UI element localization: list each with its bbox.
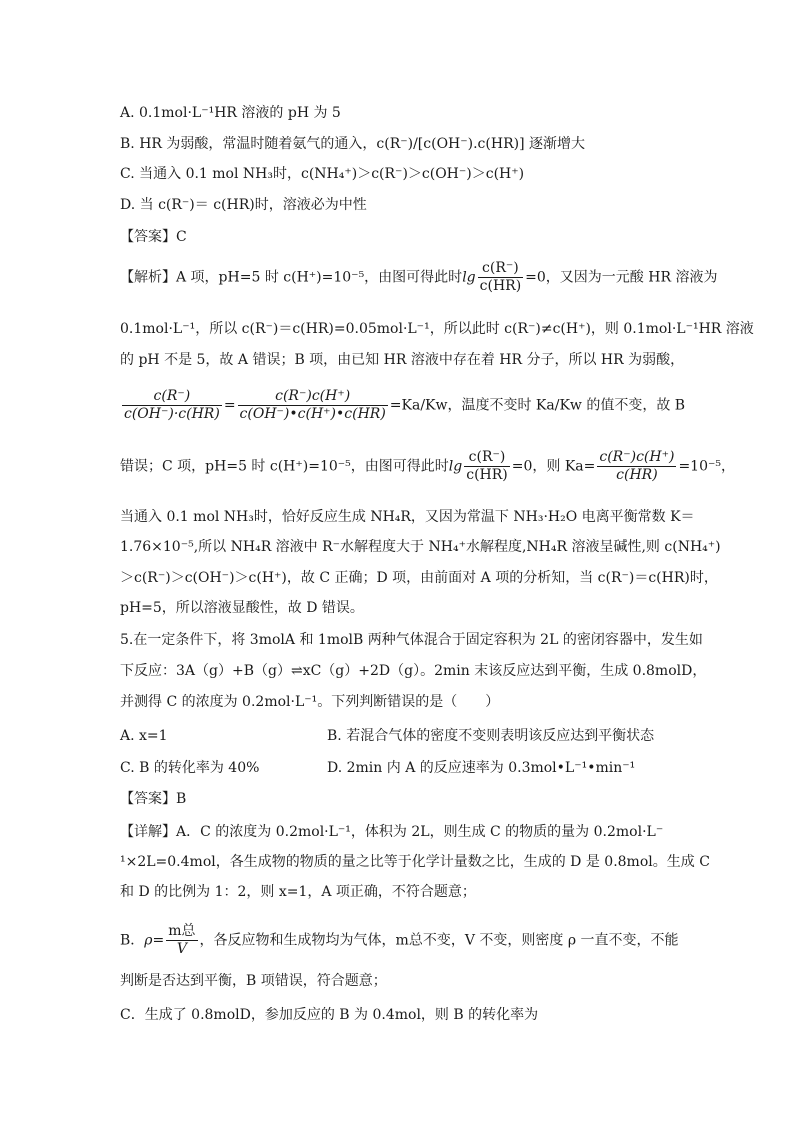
rho-symbol: ρ= bbox=[144, 932, 165, 949]
q5-stem-1: 5.在一定条件下，将 3molA 和 1molB 两种气体混合于固定容积为 2L 的密闭容器中，发生如 bbox=[120, 632, 703, 648]
analysis-text: =0，则 Ka= bbox=[511, 458, 596, 475]
q5-answer: 【答案】B bbox=[120, 791, 187, 807]
q5-stem-2: 下反应：3A（g）+B（g）⇌xC（g）+2D（g）。2min 末该反应达到平衡，生成 0.8molD， bbox=[120, 663, 707, 679]
fraction-denominator: c(HR) bbox=[616, 467, 658, 483]
q4-analysis-line-1 bbox=[120, 260, 717, 295]
fraction-2 bbox=[238, 388, 388, 423]
analysis-text: =Ka/Kw，温度不变时 Ka/Kw 的值不变，故 B bbox=[389, 397, 686, 414]
q4-option-c: C. 当通入 0.1 mol NH₃时，c(NH₄⁺)＞c(R⁻)＞c(OH⁻)＞c(H⁺) bbox=[120, 166, 525, 182]
fraction-numerator: c(R⁻) bbox=[464, 449, 510, 467]
density-fraction bbox=[166, 923, 197, 958]
ratio-fraction bbox=[464, 449, 510, 484]
q4-analysis-line-2: 0.1mol·L⁻¹，所以 c(R⁻)＝c(HR)=0.05mol·L⁻¹，所以此时 c(R⁻)≠c(H⁺)，则 0.1mol·L⁻¹HR 溶液 bbox=[120, 321, 754, 337]
q4-analysis-line-6: 当通入 0.1 mol NH₃时，恰好反应生成 NH₄R，又因为常温下 NH₃·H₂O 电离平衡常数 K＝ bbox=[120, 509, 695, 525]
q4-analysis-line-9: pH=5，所以溶液显酸性，故 D 错误。 bbox=[120, 600, 364, 616]
q4-analysis-line-7: 1.76×10⁻⁵,所以 NH₄R 溶液中 R⁻水解程度大于 NH₄⁺水解程度,NH₄R 溶液呈碱性,则 c(NH₄⁺) bbox=[120, 539, 721, 555]
ratio-fraction bbox=[478, 260, 524, 295]
q4-answer: 【答案】C bbox=[120, 229, 187, 245]
q5-option-row-1 bbox=[120, 726, 168, 746]
analysis-text: 错误；C 项，pH=5 时 c(H⁺)=10⁻⁵，由图可得此时 bbox=[120, 458, 449, 475]
q4-option-d: D. 当 c(R⁻)＝ c(HR)时，溶液必为中性 bbox=[120, 197, 367, 213]
q4-option-a: A. 0.1mol·L⁻¹HR 溶液的 pH 为 5 bbox=[120, 105, 341, 121]
analysis-text: =0，又因为一元酸 HR 溶液为 bbox=[525, 269, 718, 286]
q5-detail-4 bbox=[120, 923, 679, 958]
fraction-denominator: V bbox=[176, 941, 187, 957]
q5-option-c: C. B 的转化率为 40% bbox=[120, 760, 260, 776]
analysis-text: 【解析】A 项，pH=5 时 c(H⁺)=10⁻⁵，由图可得此时 bbox=[120, 269, 463, 286]
fraction-1 bbox=[122, 388, 222, 423]
q5-stem-3: 并测得 C 的浓度为 0.2mol·L⁻¹。下列判断错误的是（ ） bbox=[120, 694, 500, 710]
fraction-denominator: c(HR) bbox=[479, 278, 522, 294]
q4-analysis-line-4 bbox=[120, 388, 685, 423]
q5-detail-6: C．生成了 0.8molD，参加反应的 B 为 0.4mol，则 B 的转化率为 bbox=[120, 1007, 539, 1023]
q4-option-b: B. HR 为弱酸，常温时随着氨气的通入，c(R⁻)/[c(OH⁻).c(HR)] 逐渐增大 bbox=[120, 136, 585, 152]
ka-fraction bbox=[597, 449, 676, 484]
q4-analysis-line-3: 的 pH 不是 5，故 A 错误；B 项，由已知 HR 溶液中存在着 HR 分子，所以 HR 为弱酸， bbox=[120, 352, 685, 368]
fraction-numerator: c(R⁻) bbox=[122, 388, 222, 406]
analysis-text: =10⁻⁵， bbox=[678, 458, 735, 475]
fraction-numerator: c(R⁻) bbox=[478, 260, 524, 278]
q5-detail-3: 和 D 的比例为 1：2，则 x=1，A 项正确，不符合题意； bbox=[120, 884, 476, 900]
q5-detail-1: 【详解】A．C 的浓度为 0.2mol·L⁻¹，体积为 2L，则生成 C 的物质的量为 0.2mol·L⁻ bbox=[120, 824, 664, 840]
fraction-numerator: c(R⁻)c(H⁺) bbox=[599, 449, 675, 465]
fraction-numerator: c(R⁻)c(H⁺) bbox=[238, 388, 388, 406]
fraction-denominator: c(OH⁻)•c(H⁺)•c(HR) bbox=[239, 406, 386, 422]
q5-option-d: D. 2min 内 A 的反应速率为 0.3mol•L⁻¹•min⁻¹ bbox=[327, 760, 636, 776]
detail-text: B． bbox=[120, 932, 145, 949]
q5-option-a: A. x=1 bbox=[120, 728, 168, 744]
q5-detail-2: ¹×2L=0.4mol，各生成物的物质的量之比等于化学计量数之比，生成的 D 是 0.8mol。生成 C bbox=[120, 854, 710, 870]
q4-analysis-line-8: ＞c(R⁻)＞c(OH⁻)＞c(H⁺)，故 C 正确；D 项，由前面对 A 项的分析知，当 c(R⁻)＝c(HR)时， bbox=[120, 570, 718, 586]
fraction-denominator: c(HR) bbox=[466, 467, 508, 483]
fraction-denominator: c(OH⁻)·c(HR) bbox=[124, 406, 220, 422]
lg-symbol: lg bbox=[462, 269, 476, 286]
fraction-numerator: m总 bbox=[168, 923, 196, 939]
q5-option-b: B. 若混合气体的密度不变则表明该反应达到平衡状态 bbox=[327, 728, 655, 744]
equals-sign: = bbox=[223, 397, 236, 414]
lg-symbol: lg bbox=[448, 458, 463, 475]
detail-text: ，各反应物和生成物均为气体，m总不变，V 不变，则密度 ρ 一直不变，不能 bbox=[199, 932, 679, 949]
q5-detail-5: 判断是否达到平衡，B 项错误，符合题意； bbox=[120, 973, 387, 989]
q4-analysis-line-5 bbox=[120, 449, 735, 484]
